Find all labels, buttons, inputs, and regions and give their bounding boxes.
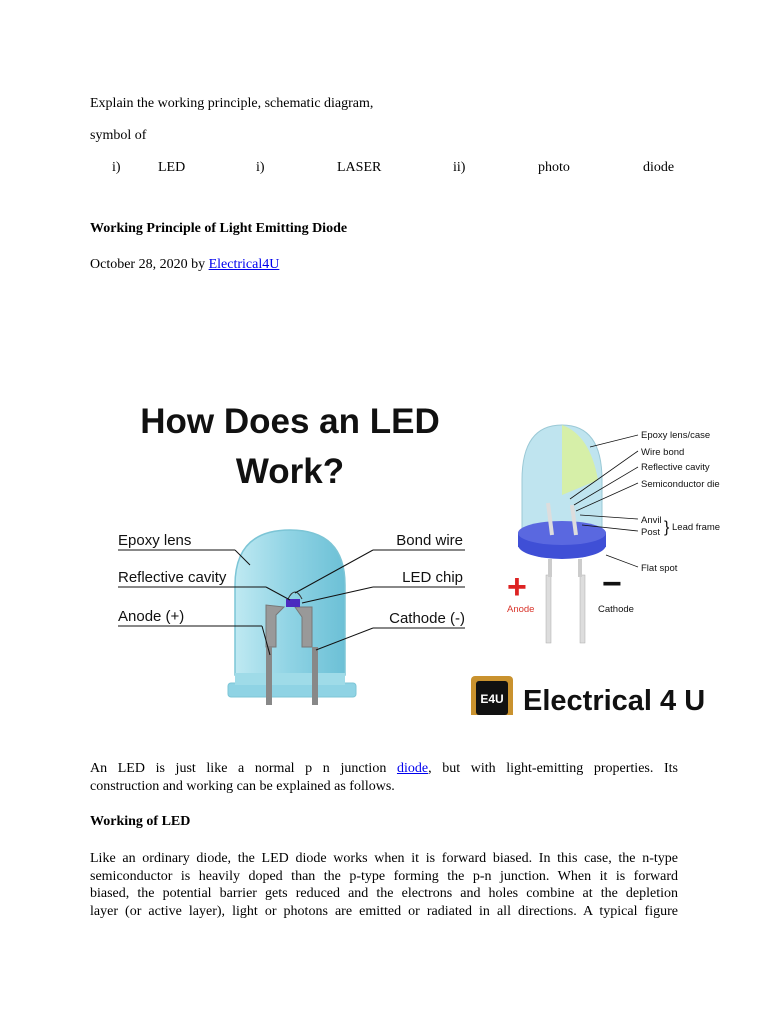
section-heading-working: Working of LED (90, 814, 191, 829)
item-label-diode: diode (643, 160, 675, 175)
author-link[interactable]: Electrical4U (208, 257, 280, 272)
working-line-1: Like an ordinary diode, the LED diode works when it is forward biased. In this case, the n-type (90, 851, 678, 866)
figure-title-line-2: Work? (235, 452, 345, 491)
plus-sign: + (507, 568, 527, 606)
item-label-laser: LASER (337, 160, 382, 175)
electrical4u-logo (471, 676, 705, 715)
led-cross-section (228, 530, 356, 705)
label-post: Post (641, 527, 661, 538)
label-reflective-cavity: Reflective cavity (118, 569, 227, 586)
label-anvil: Anvil (641, 515, 662, 526)
label-reflective-cavity-3d: Reflective cavity (641, 462, 710, 473)
working-line-4: layer (or active layer), light or photons are emitted or radiated in all directions. A typical figure (90, 903, 678, 919)
question-items-row (90, 160, 678, 178)
label-epoxy-lens: Epoxy lens (118, 532, 192, 549)
intro-line-2: construction and working can be explained as follows. (90, 778, 395, 794)
question-line-1: Explain the working principle, schematic diagram, (90, 96, 374, 111)
label-wire-bond: Wire bond (641, 447, 685, 458)
label-cathode-3d: Cathode (598, 604, 634, 615)
item-marker-1: i) (112, 160, 121, 175)
item-marker-2: i) (256, 160, 265, 175)
article-heading: Working Principle of Light Emitting Diode (90, 221, 348, 236)
figure-title-line-1: How Does an LED (140, 402, 440, 441)
diode-link[interactable]: diode (396, 761, 429, 776)
byline-date: October 28, 2020 by (90, 257, 209, 272)
working-line-3: biased, the potential barrier gets reduced and the electrons and holes combine at the depletion (90, 886, 678, 901)
label-anode-3d: Anode (507, 604, 535, 615)
working-line-2: semiconductor is heavily doped than the p-type forming the p-n junction. When it is forward (90, 868, 678, 884)
logo-text: Electrical 4 U (523, 685, 706, 715)
label-cathode: Cathode (-) (389, 610, 465, 627)
label-led-chip: LED chip (402, 569, 463, 586)
label-semiconductor-die: Semiconductor die (641, 479, 720, 490)
label-bond-wire: Bond wire (396, 532, 463, 549)
label-flat-spot: Flat spot (641, 563, 678, 574)
item-label-led: LED (158, 160, 186, 175)
label-epoxy-lens-case: Epoxy lens/case (641, 430, 711, 441)
question-line-2: symbol of (90, 128, 147, 143)
led-figure (90, 385, 750, 715)
article-byline (90, 256, 279, 273)
item-marker-3: ii) (453, 160, 466, 175)
logo-badge-text: E4U (480, 692, 504, 706)
intro-line-1 (90, 760, 678, 778)
minus-sign: − (602, 565, 622, 603)
label-anode: Anode (+) (118, 608, 185, 625)
led-chip-shape (286, 599, 300, 607)
svg-text:}: } (664, 519, 670, 536)
intro-text-before-link: An LED is just like a normal p n junction (90, 761, 397, 776)
label-lead-frame: Lead frame (672, 522, 721, 533)
item-label-photo: photo (538, 160, 570, 175)
paragraph-working (90, 850, 678, 920)
intro-text-after-link: , but with light-emitting properties. Its (428, 761, 678, 776)
paragraph-intro (90, 760, 678, 795)
